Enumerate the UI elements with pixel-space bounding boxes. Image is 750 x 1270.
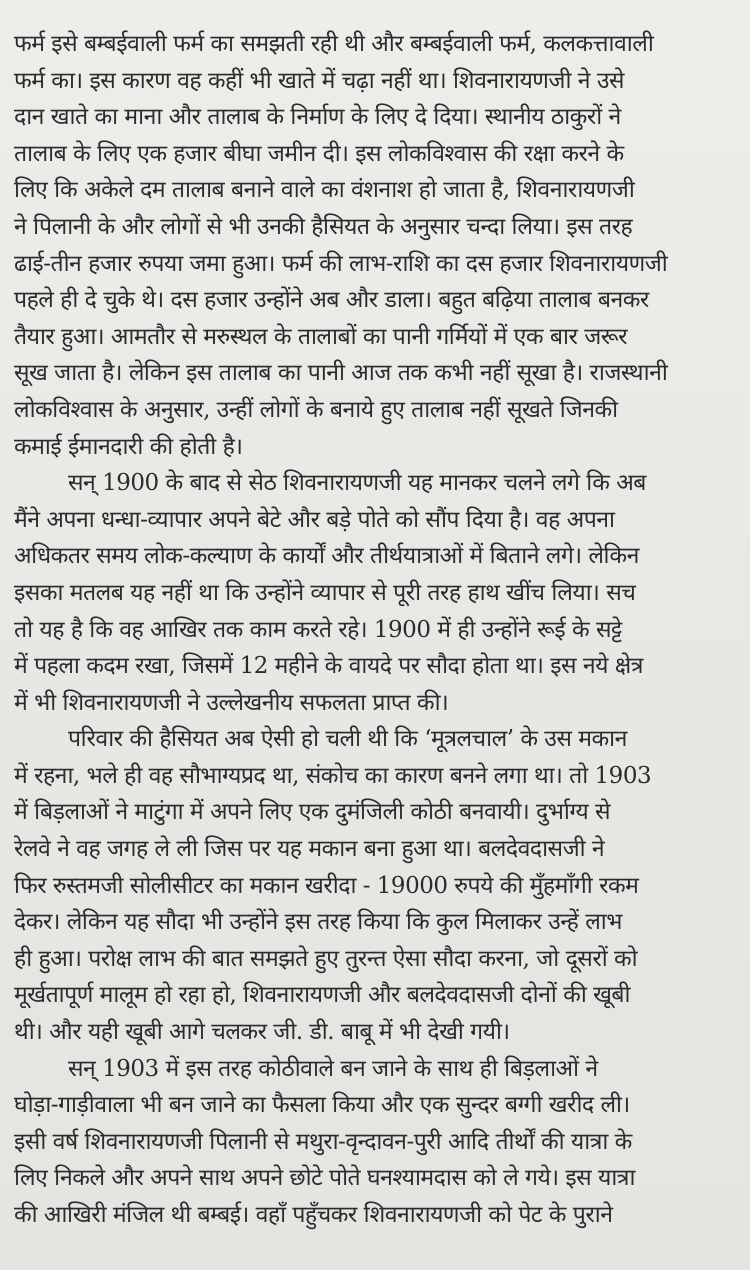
text-line: थी। और यही खूबी आगे चलकर जी. डी. बाबू में भी देखी गयी।	[14, 1019, 510, 1046]
text-line: अधिकतर समय लोक-कल्याण के कार्यों और तीर्थयात्राओं में बिताने लगे। लेकिन	[14, 543, 639, 570]
text-line: इसका मतलब यह नहीं था कि उन्होंने व्यापार से पूरी तरह हाथ खींच लिया। सच	[14, 579, 636, 606]
text-line: फिर रुस्तमजी सोलीसीटर का मकान खरीदा - 19000 रुपये की मुँहमाँगी रकम	[14, 872, 639, 899]
text-line: कमाई ईमानदारी की होती है।	[14, 433, 243, 460]
paragraph-4	[14, 1051, 736, 1234]
text-line: में बिड़लाओं ने माटुंगा में अपने लिए एक दुमंजिली कोठी बनवायी। दुर्भाग्य से	[14, 799, 611, 826]
text-line-first: परिवार की हैसियत अब ऐसी हो चली थी कि ‘मूत्रलचाल’ के उस मकान	[68, 726, 627, 753]
text-line: ने पिलानी के और लोगों से भी उनकी हैसियत के अनुसार चन्दा लिया। इस तरह	[14, 213, 633, 240]
text-line: सूख जाता है। लेकिन इस तालाब का पानी आज तक कभी नहीं सूखा है। राजस्थानी	[14, 360, 668, 387]
text-line: में पहला कदम रखा, जिसमें 12 महीने के वायदे पर सौदा होता था। इस नये क्षेत्र	[14, 653, 643, 680]
text-line: फर्म इसे बम्बईवाली फर्म का समझती रही थी और बम्बईवाली फर्म, कलकत्तावाली	[14, 31, 654, 57]
text-line: तालाब के लिए एक हजार बीघा जमीन दी। इस लोकविश्वास की रक्षा करने के	[14, 140, 624, 167]
text-line: ढाई-तीन हजार रुपया जमा हुआ। फर्म की लाभ-राशि का दस हजार शिवनारायणजी	[14, 250, 668, 277]
text-line: ही हुआ। परोक्ष लाभ की बात समझते हुए तुरन्त ऐसा सौदा करना, जो दूसरों को	[14, 945, 638, 972]
text-line: तैयार हुआ। आमतौर से मरुस्थल के तालाबों का पानी गर्मियों में एक बार जरूर	[14, 323, 628, 350]
text-line: लिए कि अकेले दम तालाब बनाने वाले का वंशनाश हो जाता है, शिवनारायणजी	[14, 177, 635, 204]
text-line-first: सन् 1900 के बाद से सेठ शिवनारायणजी यह मानकर चलने लगे कि अब	[68, 470, 646, 497]
text-line: मूर्खतापूर्ण मालूम हो रहा हो, शिवनारायणजी और बलदेवदासजी दोनों की खूबी	[14, 982, 631, 1009]
text-line: घोड़ा-गाड़ीवाला भी बन जाने का फैसला किया और एक सुन्दर बग्गी खरीद ली।	[14, 1092, 630, 1119]
text-line: में रहना, भले ही वह सौभाग्यप्रद था, संकोच का कारण बनने लगा था। तो 1903	[14, 762, 652, 789]
paragraph-2	[14, 465, 736, 721]
text-line: फर्म का। इस कारण वह कहीं भी खाते में चढ़ा नहीं था। शिवनारायणजी ने उसे	[14, 67, 624, 94]
text-line: लिए निकले और अपने साथ अपने छोटे पोते घनश्यामदास को ले गये। इस यात्रा	[14, 1165, 635, 1192]
text-line: इसी वर्ष शिवनारायणजी पिलानी से मथुरा-वृन्दावन-पुरी आदि तीर्थों की यात्रा के	[14, 1128, 632, 1155]
text-line: मैंने अपना धन्धा-व्यापार अपने बेटे और बड़े पोते को सौंप दिया है। वह अपना	[14, 506, 615, 533]
paragraph-1	[14, 26, 736, 465]
text-line: दान खाते का माना और तालाब के निर्माण के लिए दे दिया। स्थानीय ठाकुरों ने	[14, 104, 621, 131]
text-line: तो यह है कि वह आखिर तक काम करते रहे। 1900 में ही उन्होंने रूई के सट्टे	[14, 616, 622, 643]
paragraph-3	[14, 721, 736, 1050]
text-line: रेलवे ने वह जगह ले ली जिस पर यह मकान बना हुआ था। बलदेवदासजी ने	[14, 836, 605, 863]
text-line: पहले ही दे चुके थे। दस हजार उन्होंने अब और डाला। बहुत बढ़िया तालाब बनकर	[14, 287, 649, 314]
text-line: की आखिरी मंजिल थी बम्बई। वहाँ पहुँचकर शिवनारायणजी को पेट के पुराने	[14, 1202, 613, 1228]
text-line: देकर। लेकिन यह सौदा भी उन्होंने इस तरह किया कि कुल मिलाकर उन्हें लाभ	[14, 909, 622, 936]
text-line: लोकविश्वास के अनुसार, उन्हीं लोगों के बनाये हुए तालाब नहीं सूखते जिनकी	[14, 396, 618, 423]
text-line: में भी शिवनारायणजी ने उल्लेखनीय सफलता प्राप्त की।	[14, 689, 449, 716]
text-line-first: सन् 1903 में इस तरह कोठीवाले बन जाने के साथ ही बिड़लाओं ने	[68, 1055, 598, 1082]
